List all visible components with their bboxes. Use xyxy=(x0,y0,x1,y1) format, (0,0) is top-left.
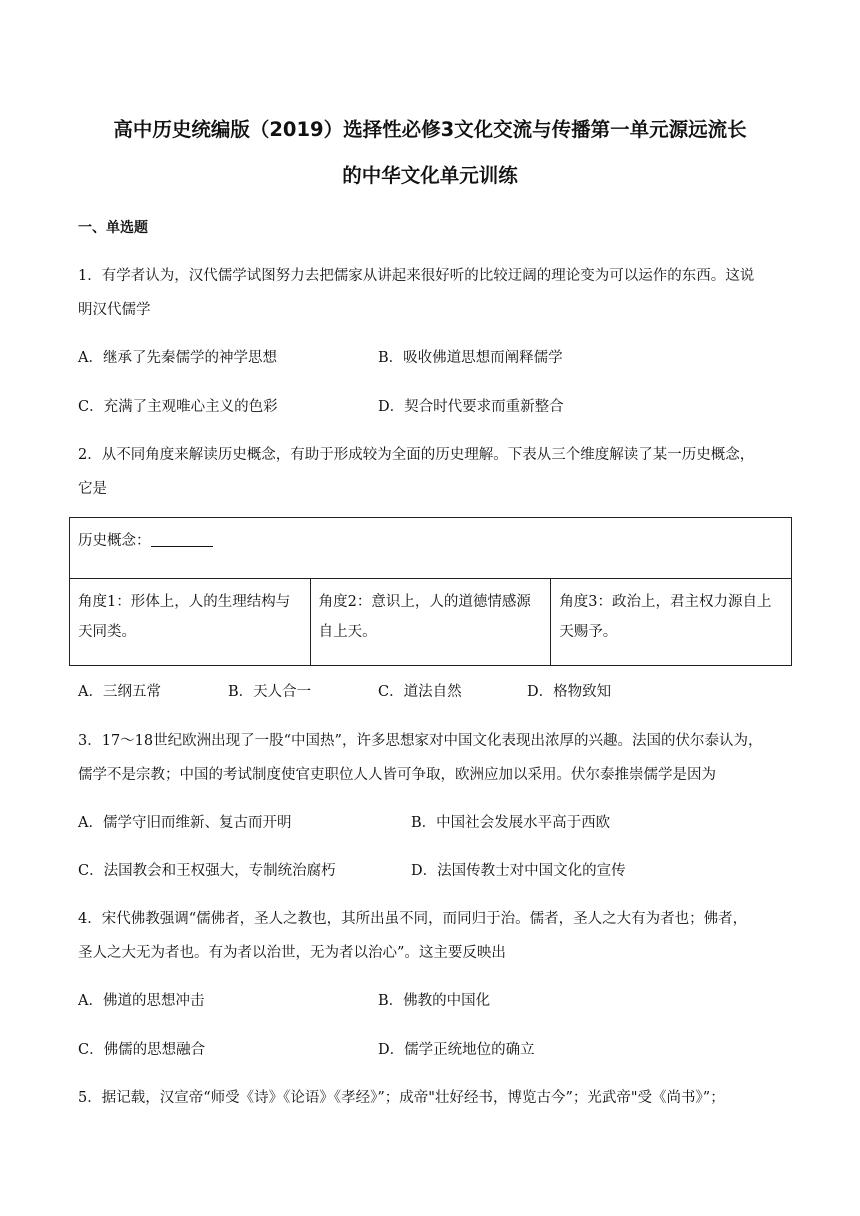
concept-table xyxy=(69,517,792,666)
q1-option-b: B．吸收佛道思想而阐释儒学 xyxy=(378,350,563,366)
q3-option-b: B．中国社会发展水平高于西欧 xyxy=(411,815,611,831)
q3-option-d: D．法国传教士对中国文化的宣传 xyxy=(411,863,626,879)
q3-stem-line2: 儒学不是宗教；中国的考试制度使官吏职位人人皆可争取，欧洲应加以采用。伏尔泰推崇儒学是因为 xyxy=(78,767,716,783)
angle1-cell: 角度1：形体上，人的生理结构与天同类。 xyxy=(70,579,311,666)
angle3-cell: 角度3：政治上，君主权力源自上天赐予。 xyxy=(551,579,792,666)
q4-option-c: C．佛儒的思想融合 xyxy=(78,1042,206,1058)
q2-option-c: C．道法自然 xyxy=(378,684,462,700)
q4-option-a: A．佛道的思想冲击 xyxy=(78,993,205,1009)
q2-stem-line1: 2．从不同角度来解读历史概念，有助于形成较为全面的历史理解。下表从三个维度解读了某一历史概念， xyxy=(78,447,755,463)
q2-option-d: D．格物致知 xyxy=(527,684,612,700)
q4-stem-line2: 圣人之大无为者也。有为者以治世，无为者以治心”。这主要反映出 xyxy=(78,945,506,961)
concept-label: 历史概念： xyxy=(78,533,151,549)
q2-option-a: A．三纲五常 xyxy=(78,684,161,700)
q4-option-d: D．儒学正统地位的确立 xyxy=(378,1042,535,1058)
q1-option-d: D．契合时代要求而重新整合 xyxy=(378,399,564,415)
q1-stem-line1: 1．有学者认为，汉代儒学试图努力去把儒家从讲起来很好听的比较迂阔的理论变为可以运作的东西。这说 xyxy=(78,268,755,284)
q3-option-a: A．儒学守旧而维新、复古而开明 xyxy=(78,815,292,831)
concept-blank xyxy=(151,532,213,547)
q1-option-c: C．充满了主观唯心主义的色彩 xyxy=(78,399,278,415)
q4-stem-line1: 4．宋代佛教强调“儒佛者，圣人之教也，其所出虽不同，而同归于治。儒者，圣人之大有为者也；佛者， xyxy=(78,911,748,927)
q1-option-a: A．继承了先秦儒学的神学思想 xyxy=(78,350,277,366)
concept-row xyxy=(70,518,792,579)
q3-option-c: C．法国教会和王权强大，专制统治腐朽 xyxy=(78,863,336,879)
section-heading: 一、单选题 xyxy=(78,220,148,236)
q2-stem-line2: 它是 xyxy=(78,481,107,497)
document-title-line1: 高中历史统编版（2019）选择性必修3文化交流与传播第一单元源远流长 xyxy=(113,118,747,141)
q2-option-b: B．天人合一 xyxy=(228,684,312,700)
q4-option-b: B．佛教的中国化 xyxy=(378,993,491,1009)
document-title-line2: 的中华文化单元训练 xyxy=(342,164,518,187)
q5-stem-line1: 5．据记载，汉宣帝“师受《诗》《论语》《孝经》”；成帝"壮好经书，博览古今”；光武帝"受《尚书》”； xyxy=(78,1090,725,1106)
angle2-cell: 角度2：意识上，人的道德情感源自上天。 xyxy=(310,579,551,666)
q1-stem-line2: 明汉代儒学 xyxy=(78,302,151,318)
q3-stem-line1: 3．17～18世纪欧洲出现了一股“中国热”，许多思想家对中国文化表现出浓厚的兴趣。法国的伏尔泰认为， xyxy=(78,733,763,749)
